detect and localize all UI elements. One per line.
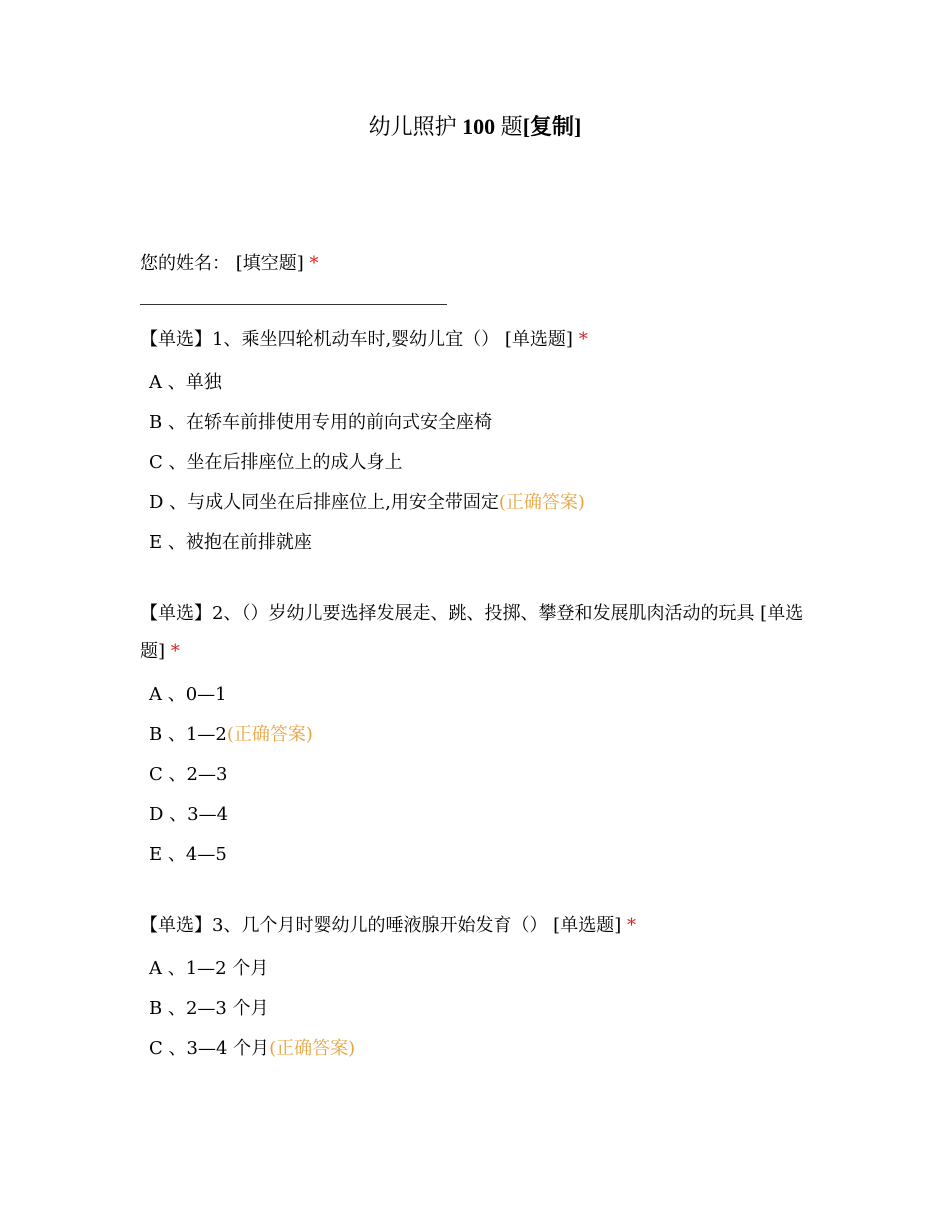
question-3 [140, 907, 820, 1069]
correct-answer-label: (正确答案) [226, 724, 313, 745]
title-suffix: 题 [495, 114, 523, 139]
question-type-tag: [单选题] [553, 915, 622, 936]
survey-content [140, 248, 820, 1069]
option-b[interactable] [140, 989, 820, 1029]
question-title [140, 907, 820, 945]
option-text: B 、1—2 [149, 724, 227, 745]
option-text: E 、被抱在前排就座 [149, 532, 312, 553]
name-question [140, 248, 820, 280]
required-mark: * [309, 253, 319, 274]
option-c[interactable] [140, 755, 820, 795]
option-text: A 、单独 [149, 372, 222, 393]
required-mark: * [170, 641, 180, 662]
option-list [140, 675, 820, 875]
option-b[interactable] [140, 715, 820, 755]
title-number: 100 [462, 114, 496, 139]
option-text: A 、1—2 个月 [149, 958, 269, 979]
required-mark: * [578, 329, 588, 350]
correct-answer-label: (正确答案) [269, 1038, 356, 1059]
option-a[interactable] [140, 675, 820, 715]
option-text: E 、4—5 [149, 844, 227, 865]
question-title [140, 595, 820, 671]
question-text: 【单选】3、几个月时婴幼儿的唾液腺开始发育（） [140, 915, 554, 936]
option-c[interactable] [140, 1029, 820, 1069]
option-text: C 、2—3 [149, 764, 228, 785]
name-label: 您的姓名： [140, 253, 230, 274]
question-type-tag: [单选题] [504, 329, 573, 350]
option-text: B 、在轿车前排使用专用的前向式安全座椅 [149, 412, 492, 433]
option-text: C 、3—4 个月 [149, 1038, 270, 1059]
name-blank-line[interactable] [140, 304, 447, 305]
correct-answer-label: (正确答案) [498, 492, 585, 513]
question-1 [140, 321, 820, 563]
option-c[interactable] [140, 443, 820, 483]
option-d[interactable] [140, 795, 820, 835]
title-copy-tag: [复制] [522, 114, 582, 139]
option-text: C 、坐在后排座位上的成人身上 [149, 452, 403, 473]
option-text: A 、0—1 [149, 684, 227, 705]
option-text: D 、与成人同坐在后排座位上,用安全带固定 [149, 492, 499, 513]
option-e[interactable] [140, 835, 820, 875]
option-text: B 、2—3 个月 [149, 998, 269, 1019]
option-e[interactable] [140, 523, 820, 563]
title-prefix: 幼儿照护 [368, 114, 463, 139]
option-d[interactable] [140, 483, 820, 523]
question-type-tag: [单选题] [140, 603, 804, 662]
question-2 [140, 595, 820, 875]
option-list [140, 949, 820, 1069]
question-text: 【单选】1、乘坐四轮机动车时,婴幼儿宜（） [140, 329, 505, 350]
question-title [140, 321, 820, 359]
page-title [0, 110, 950, 144]
question-text: 【单选】2、（）岁幼儿要选择发展走、跳、投掷、攀登和发展肌肉活动的玩具 [140, 603, 761, 624]
required-mark: * [626, 915, 636, 936]
option-b[interactable] [140, 403, 820, 443]
option-text: D 、3—4 [149, 804, 229, 825]
option-a[interactable] [140, 949, 820, 989]
name-type-tag: [填空题] [235, 253, 304, 274]
option-a[interactable] [140, 363, 820, 403]
option-list [140, 363, 820, 563]
